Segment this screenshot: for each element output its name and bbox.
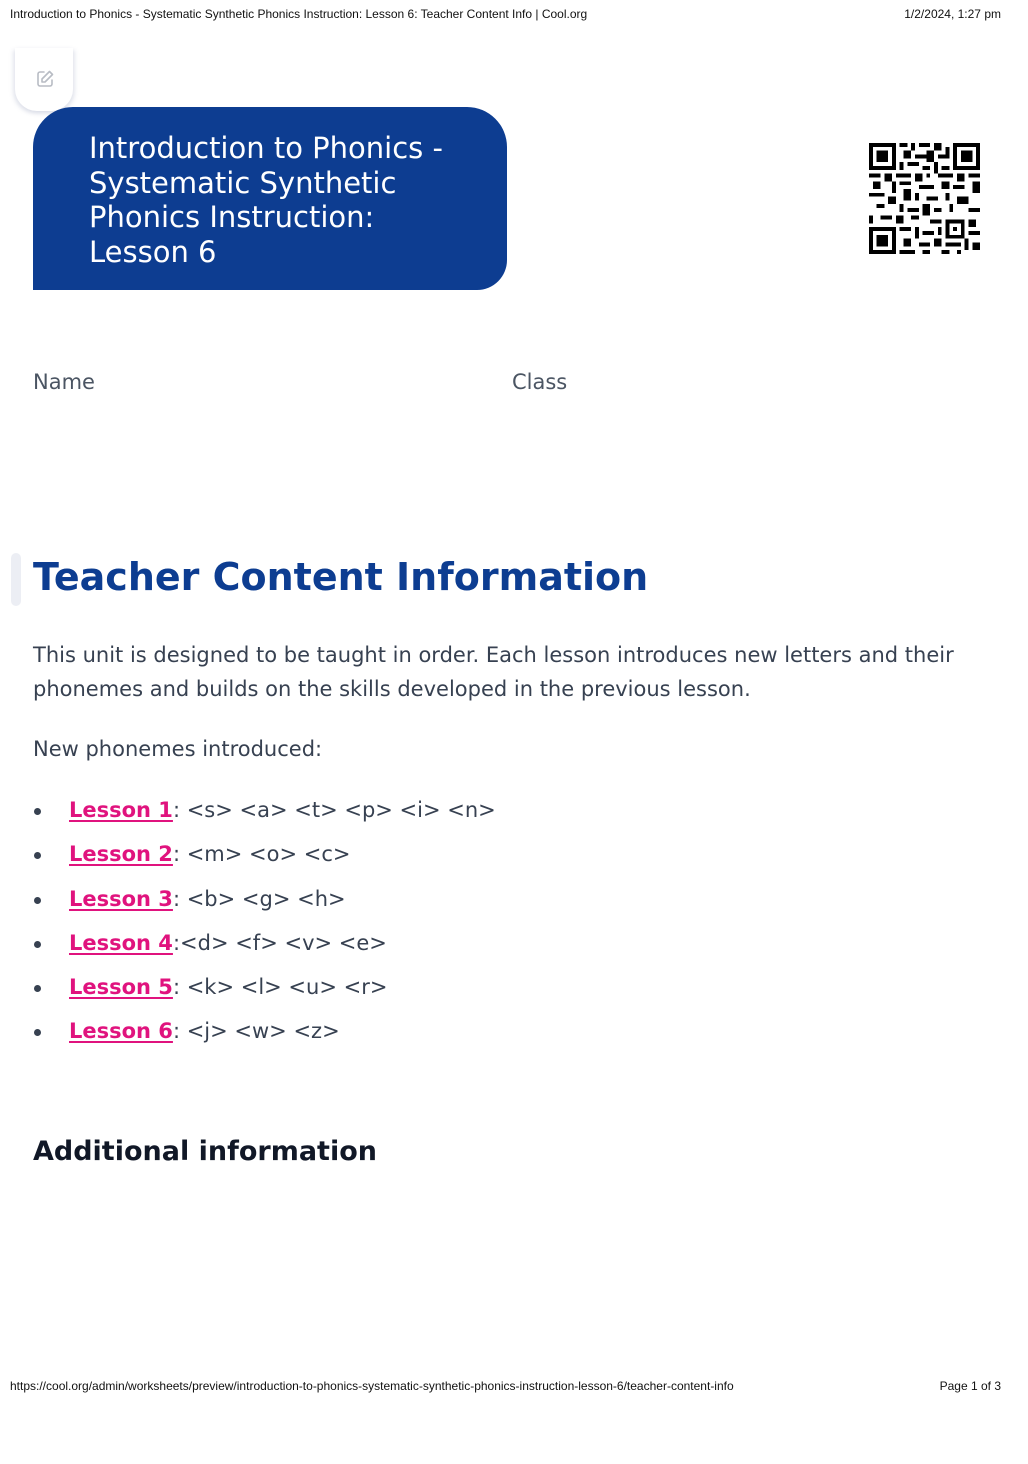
phonemes: <b> <g> <h> — [186, 886, 346, 911]
bullet-icon — [34, 897, 41, 904]
worksheet-title: Introduction to Phonics - Systematic Synthetic Phonics Instruction: Lesson 6 — [89, 131, 443, 269]
phonemes: <m> <o> <c> — [186, 842, 351, 867]
list-item — [33, 793, 496, 837]
lesson-2-link[interactable]: Lesson 2 — [69, 842, 173, 867]
bullet-icon — [34, 808, 41, 815]
separator: : — [172, 798, 187, 822]
page-number: Page 1 of 3 — [939, 1379, 1001, 1393]
edit-button[interactable] — [15, 48, 73, 111]
lesson-1-link[interactable]: Lesson 1 — [69, 798, 173, 822]
lesson-3-link[interactable]: Lesson 3 — [69, 886, 173, 911]
section-title: Teacher Content Information — [33, 555, 649, 599]
separator: : — [172, 930, 181, 955]
print-footer — [0, 1379, 1028, 1395]
bullet-icon — [34, 1029, 41, 1036]
list-item — [33, 926, 496, 970]
additional-information-heading: Additional information — [33, 1136, 377, 1167]
bullet-icon — [34, 941, 41, 948]
phonemes: <k> <l> <u> <r> — [186, 975, 388, 1000]
edit-icon — [35, 69, 55, 89]
list-item — [33, 837, 496, 881]
list-item — [33, 970, 496, 1014]
phonemes: <s> <a> <t> <p> <i> <n> — [186, 798, 496, 822]
separator: : — [172, 886, 187, 911]
lesson-6-link[interactable]: Lesson 6 — [69, 1019, 173, 1044]
title-banner — [33, 107, 507, 290]
print-title: Introduction to Phonics - Systematic Synthetic Phonics Instruction: Lesson 6: Teacher Content Info | Cool.org — [10, 7, 588, 21]
phonemes: <d> <f> <v> <e> — [180, 930, 387, 955]
bullet-icon — [34, 852, 41, 859]
qr-code-icon — [869, 143, 980, 254]
print-datetime: 1/2/2024, 1:27 pm — [904, 7, 1001, 21]
name-field-label: Name — [33, 370, 95, 394]
separator: : — [172, 842, 187, 867]
lesson-list — [33, 793, 496, 1059]
bullet-icon — [34, 985, 41, 992]
intro-paragraph: This unit is designed to be taught in order. Each lesson introduces new letters and their phonemes and builds on the skills developed in the previous lesson. — [33, 643, 954, 701]
lesson-4-link[interactable]: Lesson 4 — [69, 930, 173, 955]
separator: : — [172, 975, 187, 1000]
separator: : — [172, 1019, 187, 1044]
print-header — [0, 7, 1028, 23]
lesson-5-link[interactable]: Lesson 5 — [69, 975, 173, 1000]
list-item — [33, 1014, 496, 1058]
phonemes: <j> <w> <z> — [186, 1019, 340, 1044]
phonemes-label: New phonemes introduced: — [33, 737, 323, 761]
list-item — [33, 882, 496, 926]
page-url: https://cool.org/admin/worksheets/preview/introduction-to-phonics-systematic-synthetic-phonics-instruction-lesson-6/teacher-content-info — [10, 1379, 734, 1393]
section-marker — [11, 553, 21, 606]
class-field-label: Class — [512, 370, 568, 394]
